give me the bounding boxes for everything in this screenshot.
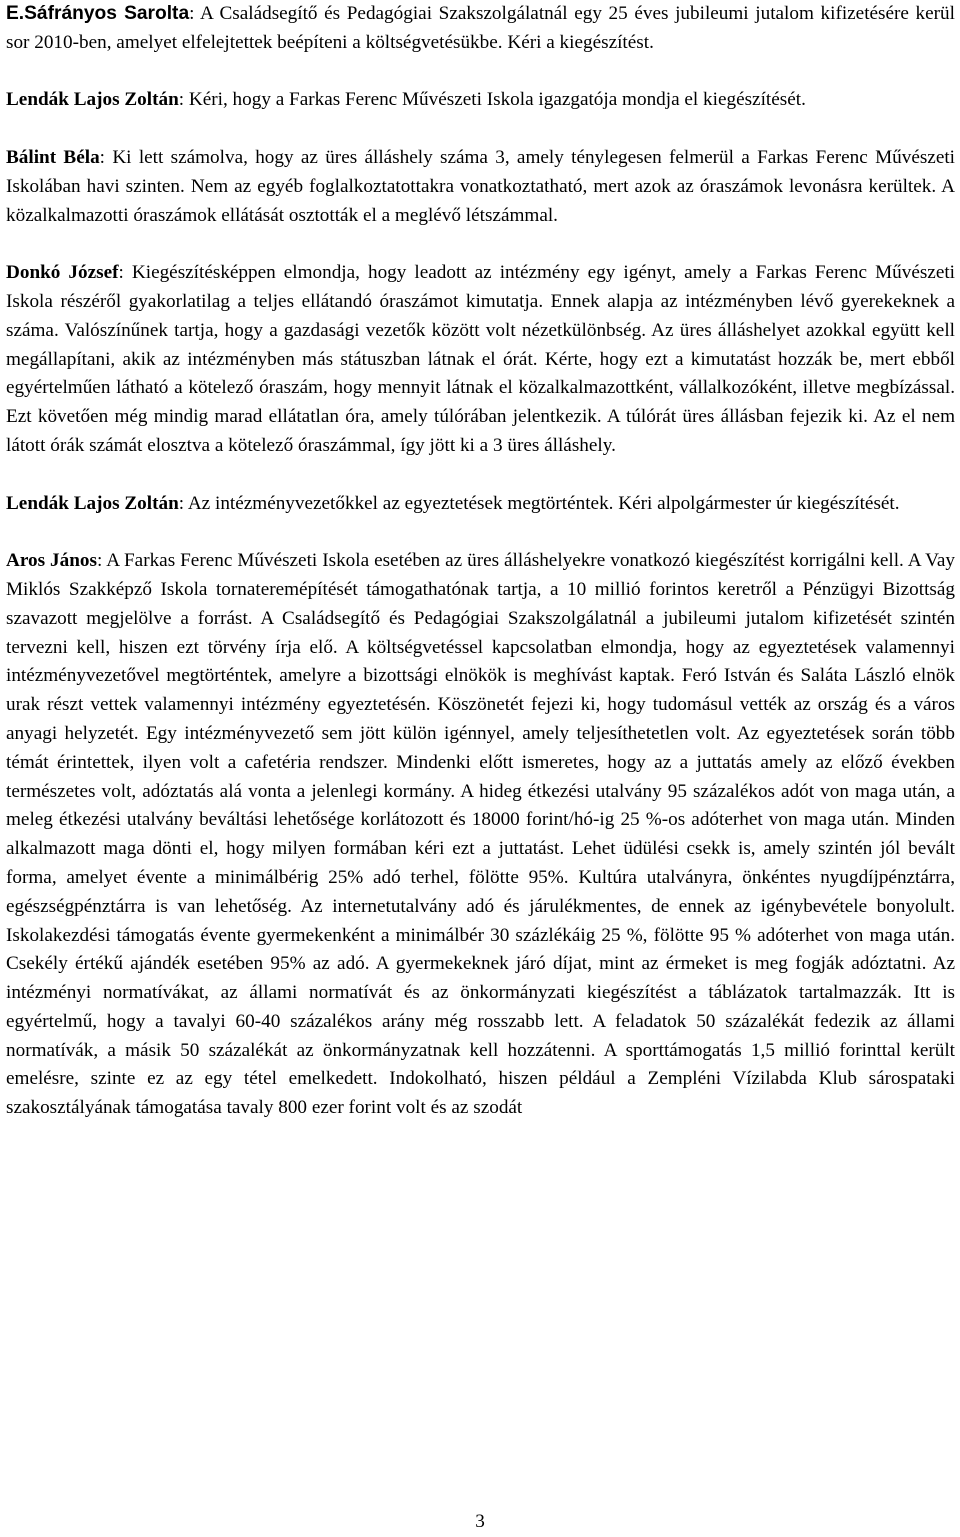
- speaker-separator: :: [118, 262, 124, 284]
- speaker-separator: :: [189, 3, 195, 24]
- paragraph-gap: [6, 461, 955, 490]
- paragraph-lendak-1: [6, 86, 955, 115]
- speaker-name: Lendák Lajos Zoltán: [6, 492, 179, 514]
- speaker-separator: :: [99, 146, 106, 168]
- paragraph-text: A Családsegítő és Pedagógiai Szakszolgálatnál egy 25 éves jubileumi jutalom kifizetésére kerül sor 2010-ben, amelyet elfelejtettek beépíteni a költségvetésükbe. Kéri a kiegészítést.: [6, 3, 955, 53]
- document-page: [6, 0, 955, 1123]
- paragraph-text: Kéri, hogy a Farkas Ferenc Művészeti Iskola igazgatója mondja el kiegészítését.: [184, 89, 806, 111]
- paragraph-gap: [6, 58, 955, 87]
- speaker-separator: :: [96, 550, 103, 572]
- paragraph-gap: [6, 518, 955, 547]
- page-number: 3: [475, 1511, 485, 1532]
- paragraph-safranyos: [6, 0, 955, 58]
- paragraph-gap: [6, 230, 955, 259]
- speaker-name: Aros János: [6, 550, 97, 572]
- paragraph-balint: [6, 144, 955, 230]
- speaker-name: Lendák Lajos Zoltán: [6, 89, 179, 111]
- paragraph-gap: [6, 115, 955, 144]
- paragraph-text: Az intézményvezetőkkel az egyeztetések megtörténtek. Kéri alpolgármester úr kiegészítését.: [184, 492, 900, 514]
- paragraph-text: Ki lett számolva, hogy az üres álláshely száma 3, amely ténylegesen felmerül a Farkas Ferenc Művészeti Iskolában havi szinten. Nem az egyéb foglalkoztatottakra vonatkoztatható, mert azok az óraszámok levonásra kerültek. A közalkalmazotti óraszámok ellátását osztották el a meglévő létszámmal.: [6, 146, 955, 226]
- paragraph-aros: [6, 547, 955, 1123]
- speaker-separator: :: [178, 89, 185, 111]
- paragraph-text: Kiegészítésképpen elmondja, hogy leadott az intézmény egy igényt, amely a Farkas Ferenc Művészeti Iskola részéről gyakorlatilag a teljes ellátandó óraszámot kimutatja. Ennek alapja az intézményben lévő gyerekeknek a száma. Valószínűnek tartja, hogy a gazdasági vezetők között volt nézetkülönbség. Az üres álláshelyet azokkal együtt kell megállapítani, akik az intézményben más státuszban látnak el órát. Kérte, hogy ezt a kimutatást hozzák be, mert ebből egyértelműen látható a kötelező óraszám, hogy mennyit látnak el közalkalmazottként, vállalkozóként, illetve megbízással. Ezt követően még mindig marad ellátatlan óra, amely túlórában jelentkezik. A túlórát üres állásban fejezik ki. Az el nem látott órák számát elosztva a kötelező óraszámmal, így jött ki a 3 üres álláshely.: [6, 262, 955, 456]
- paragraph-text: A Farkas Ferenc Művészeti Iskola esetében az üres álláshelyekre vonatkozó kiegészítést korrigálni kell. A Vay Miklós Szakképző Iskola tornateremépítését támogathatónak tartja, a 10 millió forintos keretről a Pénzügyi Bizottság szavazott megjelölve a forrást. A Családsegítő és Pedagógiai Szakszolgálatnál a jubileumi jutalom kifizetését szintén tervezni kell, hiszen ezt törvény írja elő. A költségvetéssel kapcsolatban elmondja, hogy az egyeztetések valamennyi intézményvezetővel megtörténtek, amelyre a bizottsági elnökök is meghívást kaptak. Feró István és Saláta László elnök urak részt vettek valamennyi intézmény egyeztetésén. Köszönetét fejezi ki, hogy tudomásul vették az ország és a város anyagi helyzetét. Egy intézményvezető sem jött külön igénnyel, amely teljesíthetetlen volt. Az egyeztetések során több témát érintettek, ilyen volt a cafetéria rendszer. Mindenki előtt ismeretes, hogy az a juttatás amely az előző években természetes volt, adóztatás alá vonta a jelenlegi kormány. A hideg étkezési utalvány 95 százalékos adót von maga után, a meleg étkezési utalvány beváltási lehetősége korlátozott és 18000 forint/hó-ig 25 %-os adóterhet von maga után. Minden alkalmazott maga dönti el, hogy milyen formában kéri ezt a juttatást. Lehet üdülési csekk is, amely szintén jól bevált forma, amelyet évente a minimálbérig 25% adó terhel, fölötte 95%. Kultúra utalványra, önkéntes nyugdíjpénztárra, egészségpénztárra is van lehetőség. Az internetutalvány adó és járulékmentes, de ennek az igénybevétele bonyolult. Iskolakezdési támogatás évente gyermekenként a minimálbér 30 százlékáig 25 %, fölötte 95 % adóterhet von maga után. Csekély értékű ajándék esetében 95% az adó. A gyermekeknek járó díjat, mint az érmeket is meg fogják adóztatni. Az intézményi normatívákat, az állami normatívát és az önkormányzati kiegészítést a táblázatok tartalmazzák. Itt is egyértelmű, hogy a tavalyi 60-40 százalékos arány még rosszabb lett. A feladatok 50 százalékát fedezik az állami normatívák, a másik 50 százalékát az önkormányzatnak kell hozzátenni. A sporttámogatás 1,5 millió forinttal került emelésre, szinte ez az egy tétel emelkedett. Indokolható, hiszen például a Zempléni Vízilabda Klub sárospataki szakosztályának támogatása tavaly 800 ezer forint volt és az szodát: [6, 550, 955, 1119]
- speaker-separator: :: [178, 492, 185, 514]
- speaker-name: E.Sáfrányos Sarolta: [6, 3, 190, 24]
- speaker-name: Donkó József: [6, 262, 119, 284]
- paragraph-donko: [6, 259, 955, 461]
- paragraph-lendak-2: [6, 490, 955, 519]
- speaker-name: Bálint Béla: [6, 146, 100, 168]
